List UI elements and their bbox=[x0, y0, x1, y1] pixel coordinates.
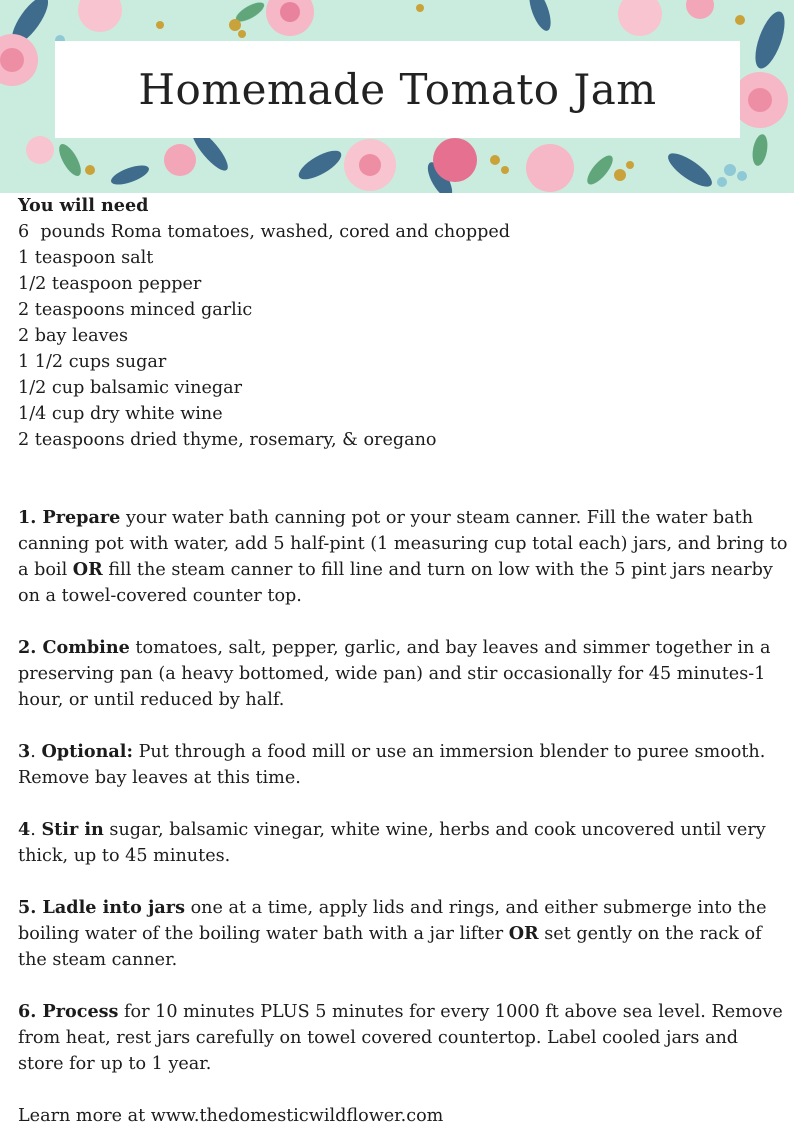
ingredient-item: 1 1/2 cups sugar bbox=[18, 352, 167, 372]
step-text: tomatoes, salt, pepper, garlic, and bay leaves and simmer together in a preserving pan (a heavy bottomed, wide pan) and stir occasionally for 45 minutes-1 hour, or until reduced by half. bbox=[18, 638, 771, 710]
step-text: sugar, balsamic vinegar, white wine, herbs and cook uncovered until very thick, up to 45 minutes. bbox=[18, 820, 766, 866]
ingredient-item: 1 teaspoon salt bbox=[18, 248, 154, 268]
step-3: 3. Optional: Put through a food mill or use an immersion blender to puree smooth. Remove bay leaves at this time. bbox=[18, 741, 766, 788]
step-label: 1. Prepare bbox=[18, 507, 121, 528]
step-label: Optional: bbox=[41, 741, 133, 762]
ingredient-item: 2 teaspoons minced garlic bbox=[18, 300, 253, 320]
ingredient-item: 2 bay leaves bbox=[18, 326, 128, 346]
page-title: Homemade Tomato Jam bbox=[138, 65, 657, 114]
step-2 bbox=[18, 635, 788, 713]
step-5 bbox=[18, 895, 788, 973]
step-4: 4. Stir in sugar, balsamic vinegar, white wine, herbs and cook uncovered until very thick, up to 45 minutes. bbox=[18, 819, 766, 866]
step-number: 4 bbox=[18, 819, 31, 840]
step-text: one at a time, apply lids and rings, and either submerge into the boiling water of the boiling water bath with a jar lifter bbox=[18, 898, 767, 944]
ingredient-item: 1/4 cup dry white wine bbox=[18, 404, 223, 424]
or-emphasis: OR bbox=[72, 559, 103, 580]
ingredient-item: 2 teaspoons dried thyme, rosemary, & oregano bbox=[18, 430, 437, 450]
step-6 bbox=[18, 999, 788, 1077]
ingredient-item: 1/2 teaspoon pepper bbox=[18, 274, 202, 294]
ingredients-heading: You will need bbox=[18, 195, 149, 216]
step-text: Put through a food mill or use an immersion blender to puree smooth. Remove bay leaves at this time. bbox=[18, 742, 766, 788]
step-text: your water bath canning pot or your steam canner. Fill the water bath canning pot with water, add 5 half-pint (1 measuring cup total each) jars, and bring to a boil bbox=[18, 508, 788, 580]
footer-link-text: Learn more at www.thedomesticwildflower.com bbox=[18, 1106, 444, 1126]
floral-banner bbox=[0, 0, 794, 193]
recipe-content bbox=[18, 193, 788, 1129]
step-1 bbox=[18, 505, 788, 609]
step-text: for 10 minutes PLUS 5 minutes for every 1000 ft above sea level. Remove from heat, rest jars carefully on towel covered countertop. Label cooled jars and store for up to 1 year. bbox=[18, 1002, 783, 1074]
step-label: 6. Process bbox=[18, 1001, 119, 1022]
ingredient-item: 6 pounds Roma tomatoes, washed, cored and chopped bbox=[18, 222, 511, 242]
step-text: fill the steam canner to fill line and turn on low with the 5 pint jars nearby on a towel-covered counter top. bbox=[18, 560, 773, 606]
step-text: set gently on the rack of the steam canner. bbox=[18, 924, 762, 970]
step-label: 2. Combine bbox=[18, 637, 130, 658]
title-box bbox=[55, 41, 740, 138]
step-label: Stir in bbox=[41, 819, 104, 840]
step-number: 3 bbox=[18, 741, 31, 762]
ingredient-item: 1/2 cup balsamic vinegar bbox=[18, 378, 243, 398]
step-label: 5. Ladle into jars bbox=[18, 897, 185, 918]
or-emphasis: OR bbox=[508, 923, 539, 944]
section-spacer bbox=[18, 453, 788, 505]
